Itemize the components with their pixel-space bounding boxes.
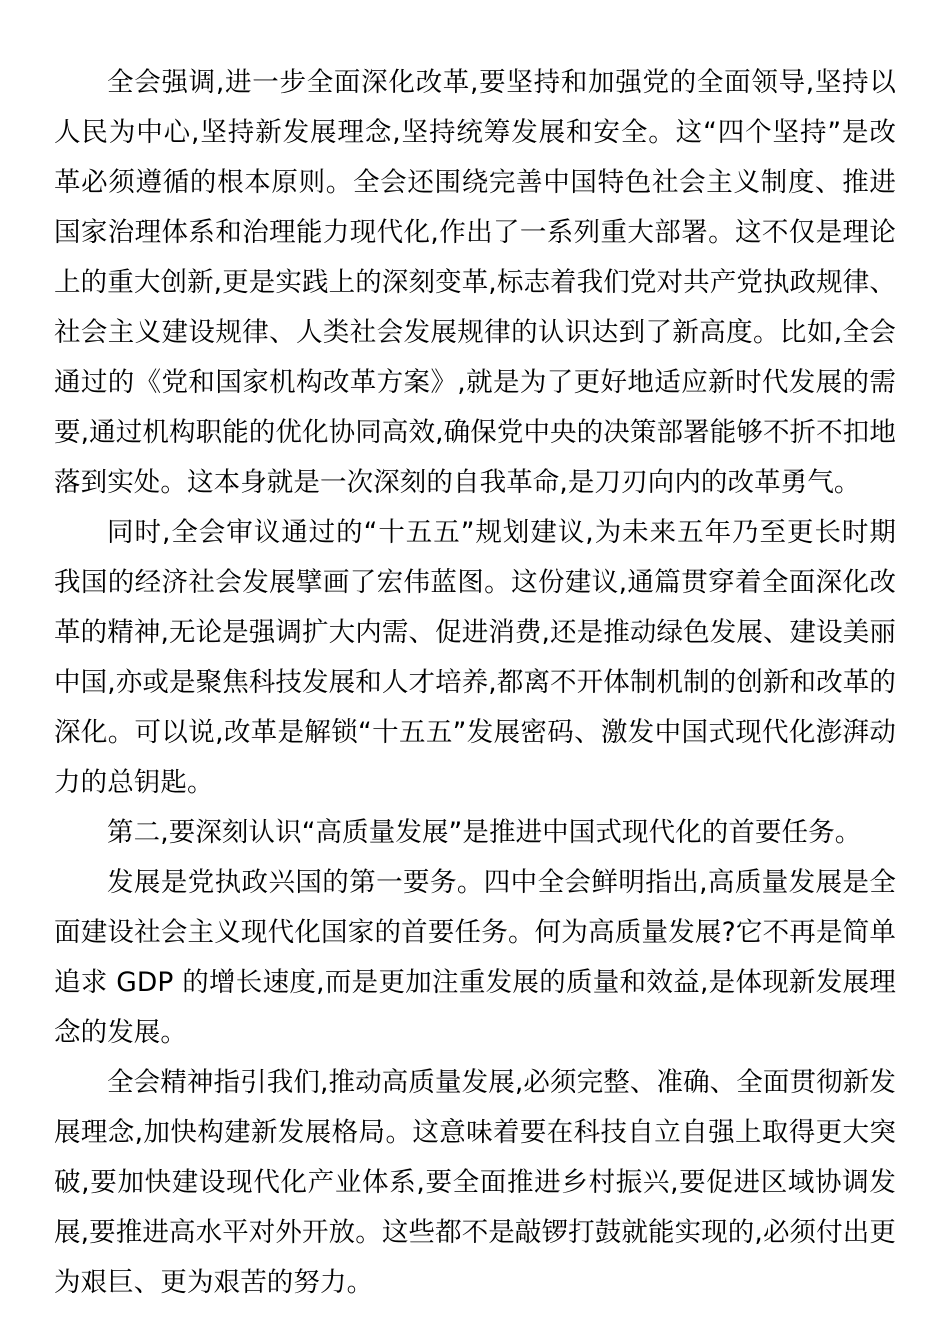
paragraph-3-section-heading: 第二,要深刻认识“高质量发展”是推进中国式现代化的首要任务。 xyxy=(107,817,862,848)
document-text-body xyxy=(54,58,896,1308)
paragraph-2: 同时,全会审议通过的“十五五”规划建议,为未来五年乃至更长时期我国的经济社会发展擘画了宏伟蓝图。这份建议,通篇贯穿着全面深化改革的精神,无论是强调扩大内需、促进消费,还是推动绿色发展、建设美丽中国,亦或是聚焦科技发展和人才培养,都离不开体制机制的创新和改革的深化。可以说,改革是解锁“十五五”发展密码、激发中国式现代化澎湃动力的总钥匙。 xyxy=(54,517,896,798)
paragraph-1: 全会强调,进一步全面深化改革,要坚持和加强党的全面领导,坚持以人民为中心,坚持新发展理念,坚持统筹发展和安全。这“四个坚持”是改革必须遵循的根本原则。全会还围绕完善中国特色社会主义制度、推进国家治理体系和治理能力现代化,作出了一系列重大部署。这不仅是理论上的重大创新,更是实践上的深刻变革,标志着我们党对共产党执政规律、社会主义建设规律、人类社会发展规律的认识达到了新高度。比如,全会通过的《党和国家机构改革方案》,就是为了更好地适应新时代发展的需要,通过机构职能的优化协同高效,确保党中央的决策部署能够不折不扣地落到实处。这本身就是一次深刻的自我革命,是刀刃向内的改革勇气。 xyxy=(54,67,896,498)
paragraph-5: 全会精神指引我们,推动高质量发展,必须完整、准确、全面贯彻新发展理念,加快构建新发展格局。这意味着要在科技自立自强上取得更大突破,要加快建设现代化产业体系,要全面推进乡村振兴,要促进区域协调发展,要推进高水平对外开放。这些都不是敲锣打鼓就能实现的,必须付出更为艰巨、更为艰苦的努力。 xyxy=(54,1067,896,1298)
paragraph-4: 发展是党执政兴国的第一要务。四中全会鲜明指出,高质量发展是全面建设社会主义现代化国家的首要任务。何为高质量发展?它不再是简单追求 GDP 的增长速度,而是更加注重发展的质量和效益,是体现新发展理念的发展。 xyxy=(54,867,896,1048)
